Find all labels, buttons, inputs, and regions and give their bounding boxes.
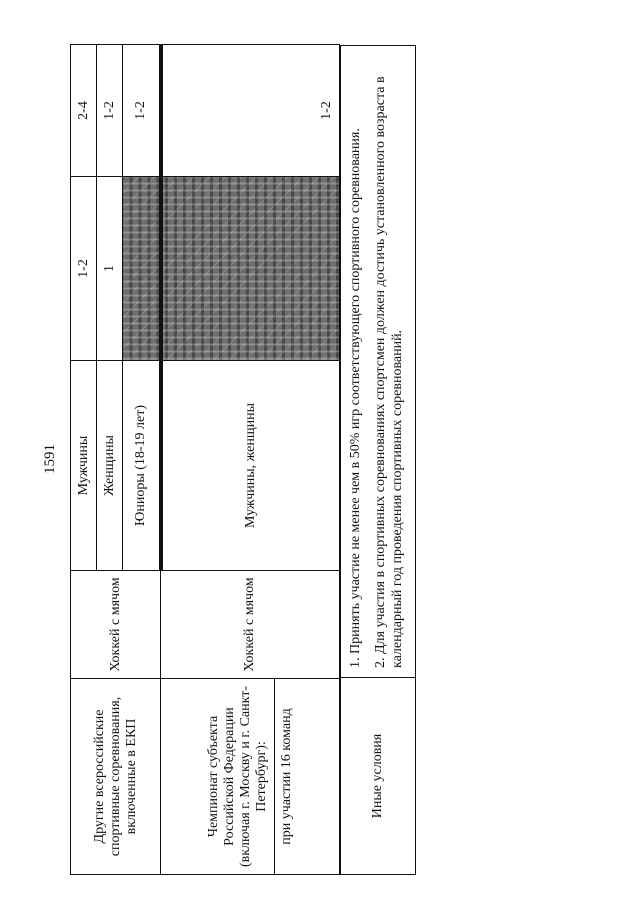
competition-subtext: при участии 16 команд bbox=[274, 679, 295, 874]
discipline-cell: Хоккей с мячом bbox=[161, 571, 340, 679]
group-cell: Мужчины bbox=[71, 361, 97, 571]
places-cell: 1 bbox=[97, 177, 123, 361]
group-cell: Мужчины, женщины bbox=[161, 361, 340, 571]
ranks-cell: 2-4 bbox=[71, 45, 97, 177]
competition-text: Чемпионат субъекта Российской Федерации (включая г. Москву и г. Санкт-Петербург): bbox=[205, 685, 269, 868]
table-row bbox=[71, 45, 97, 875]
redacted-cell bbox=[123, 177, 161, 361]
conditions-label: Иные условия bbox=[341, 677, 415, 874]
condition-note: 2. Для участия в спортивных соревнованиях спортсмен должен достичь установленного возраста в календарный год проведения спортивных соревнований. bbox=[373, 76, 405, 668]
condition-note: 1. Принять участие не менее чем в 50% игр соответствующего спортивного соревнования. bbox=[348, 128, 363, 668]
norms-table bbox=[70, 44, 340, 875]
table-row bbox=[161, 45, 340, 875]
conditions-notes bbox=[347, 68, 414, 668]
ranks-cell: 1-2 bbox=[123, 45, 161, 177]
conditions-block bbox=[340, 45, 416, 875]
rotated-content bbox=[34, 45, 608, 875]
competition-cell: Другие всероссийские спортивные соревнования, включенные в ЕКП bbox=[71, 679, 161, 875]
ranks-cell: 1-2 bbox=[97, 45, 123, 177]
group-cell: Юниоры (18-19 лет) bbox=[123, 361, 161, 571]
competition-cell bbox=[161, 679, 340, 875]
ranks-cell: 1-2 bbox=[161, 45, 340, 177]
page-number: 1591 bbox=[42, 444, 58, 474]
redacted-cell bbox=[161, 177, 340, 361]
places-cell: 1-2 bbox=[71, 177, 97, 361]
group-cell: Женщины bbox=[97, 361, 123, 571]
discipline-cell: Хоккей с мячом bbox=[71, 571, 161, 679]
